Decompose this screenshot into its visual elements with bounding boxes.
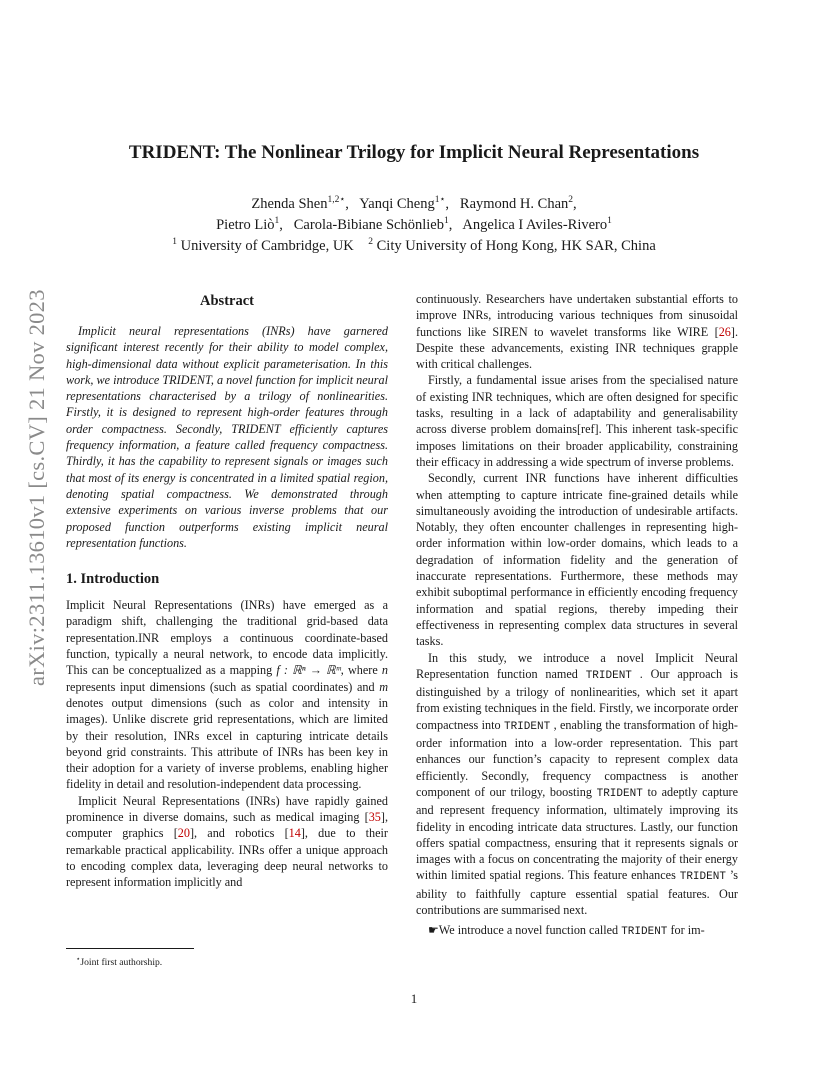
intro-paragraph-2: Implicit Neural Representations (INRs) have rapidly gained prominence in diverse domains, such as medical imaging [35], computer graphics [20], and robotics [14], due to their remarkable practical applicability. INRs offer a unique approach to encoding complex data, leveraging deep neural networks to represent information implicitly and bbox=[66, 793, 388, 890]
author-affil-mark: 2 bbox=[568, 195, 574, 206]
paper-title: TRIDENT: The Nonlinear Trilogy for Implicit Neural Representations bbox=[128, 142, 700, 163]
trident-name: TRIDENT bbox=[503, 720, 551, 733]
right-paragraph-2: Firstly, a fundamental issue arises from the specialised nature of existing INR techniques, which are often designed for specific tasks, resulting in a lack of adaptability and generalisability across diverse problem domains[ref]. This inherent task-specific imposes limitations on their broader applicability, constraining their efficacy in addressing a wide spectrum of inverse problems. bbox=[416, 373, 738, 469]
author-affil-mark: 1 bbox=[443, 216, 449, 227]
right-paragraph-3: Secondly, current INR functions have inherent difficulties when attempting to capture intricate fine-grained details while simultaneously avoiding the introduction of undesirable artifacts. Notably, they often encounter challenges in representing high-order information within low-order domains, which leads to a degradation of information fidelity and the generation of inaccurate representations. Furthermore, these methods may exhibit suboptimal performance in efficiently encoding frequency information and spatial regions, thereby impeding their effectiveness in representing complex data structures in several tasks. bbox=[416, 471, 738, 649]
affiliation-line: $^1$ University of Cambridge, UK $^2$ City University of Hong Kong, HK SAR, China bbox=[172, 237, 656, 254]
author-name: Pietro Liò bbox=[216, 217, 275, 233]
author-line-2: Pietro Liò$^1$, Carola-Bibiane Schönlieb$^1$, Angelica I Aviles-Rivero$^1$ bbox=[216, 216, 612, 233]
right-paragraph-4: In this study, we introduce a novel Implicit Neural Representation function named TRIDENT . Our approach is distinguished by a trilogy of nonlinearities, which set it apart from existing techniques in the field. Firstly, we incorporate order compactness into TRIDENT , enabling the transformation of high-order information into a low-order representation. This part enhances our function’s capacity to represent complex data efficiently. Secondly, frequency compactness is another component of our trilogy, boosting TRIDENT to adeptly capture and represent frequency information, ultimately improving its fidelity in encoding intricate data structures. Lastly, our function offers spatial compactness, ensuring that it represents signals or images with a focus on concentrating the majority of their energy within limited spatial regions. This feature enhances TRIDENT ’s ability to faithfully capture essential spatial features. Our contributions are summarised next. bbox=[416, 650, 739, 917]
mapping-formula: f : ℝⁿ → ℝᵐ bbox=[276, 663, 341, 678]
trident-name: TRIDENT bbox=[585, 669, 632, 682]
citation-link[interactable]: 35 bbox=[368, 810, 381, 825]
abstract-text: Implicit neural representations (INRs) have garnered significant interest recently for their ability to model complex, high-dimensional data without explicit parameterisation. In this work, we introduce TRIDENT, a novel function for implicit neural representations characterised by a trilogy of nonlinearities. Firstly, it is designed to represent high-order features through order compactness. Secondly, TRIDENT efficiently captures frequency information, a feature called frequency compactness. Thirdly, it has the capability to represent signals or images such that most of its energy is concentrated in a limited spatial region, denoting spatial compactness. We demonstrated through extensive experiments on various inverse problems that our proposed function outperforms existing implicit neural representation functions. bbox=[66, 324, 388, 550]
author-affil-mark: 1 bbox=[274, 216, 280, 227]
citation-link[interactable]: 20 bbox=[177, 826, 190, 841]
left-column bbox=[66, 291, 388, 891]
citation-link[interactable]: 26 bbox=[718, 324, 731, 339]
footnote-text: Joint first authorship. bbox=[80, 957, 163, 969]
abstract-heading: Abstract bbox=[200, 293, 254, 309]
right-column bbox=[416, 291, 738, 941]
author-affil-mark: 1 bbox=[607, 216, 612, 227]
intro-paragraph-1: Implicit Neural Representations (INRs) have emerged as a paradigm shift, challenging the traditional grid-based data representation.INR employs a continuous coordinate-based function, typically a neural network, to encode data implicitly. This can be conceptualized as a mapping f : ℝⁿ → ℝᵐ, where n represents input dimensions (such as spatial coordinates) and m denotes output dimensions (such as color and intensity in images). Unlike discrete grid representations, which are limited by their resolution, INRs excel in capturing intricate details beyond grid constraints. This attribute of INRs has been key in their adoption for a variety of inverse problems, enabling higher fidelity in detail and resolution-independent data processing. bbox=[66, 598, 388, 792]
trident-name: TRIDENT bbox=[596, 787, 643, 800]
author-name: Zhenda Shen bbox=[251, 196, 328, 212]
author-name: Angelica I Aviles-Rivero bbox=[462, 217, 608, 233]
footnote-divider bbox=[66, 948, 194, 949]
affiliation-cambridge: University of Cambridge, UK bbox=[176, 238, 354, 254]
contribution-bullet: ☛We introduce a novel function called TRIDENT for im- bbox=[428, 923, 705, 939]
page-number: 1 bbox=[410, 991, 418, 1006]
author-line-1: Zhenda Shen$^{1,2⋆}$, Yanqi Cheng$^{1⋆}$, Raymond H. Chan$^2$, bbox=[251, 195, 577, 212]
citation-link[interactable]: 14 bbox=[288, 826, 301, 841]
author-name: Raymond H. Chan bbox=[459, 196, 569, 212]
affiliation-cityu: City University of Hong Kong, HK SAR, China bbox=[373, 238, 656, 254]
right-paragraph-1: continuously. Researchers have undertaken substantial efforts to improve INRs, introducing various techniques from sinusoidal functions like SIREN to wavelet transforms like WIRE [26]. Despite these advancements, existing INR techniques grapple with critical challenges. bbox=[416, 292, 738, 372]
section-heading-introduction: 1. Introduction bbox=[66, 571, 160, 588]
author-affil-mark: 1,2⋆ bbox=[327, 195, 346, 206]
author-name: Carola-Bibiane Schönlieb bbox=[293, 217, 444, 233]
pointing-hand-icon: ☛ bbox=[428, 923, 439, 938]
author-affil-mark: 1⋆ bbox=[434, 195, 446, 206]
footnote-mark: ⋆ bbox=[76, 955, 81, 963]
author-name: Yanqi Cheng bbox=[359, 196, 435, 212]
footnote bbox=[76, 953, 162, 969]
arxiv-identifier: arXiv:2311.13610v1 [cs.CV] 21 Nov 2023 bbox=[24, 289, 49, 687]
trident-name: TRIDENT bbox=[621, 926, 668, 939]
trident-name: TRIDENT bbox=[679, 871, 726, 884]
author-block bbox=[60, 194, 768, 256]
